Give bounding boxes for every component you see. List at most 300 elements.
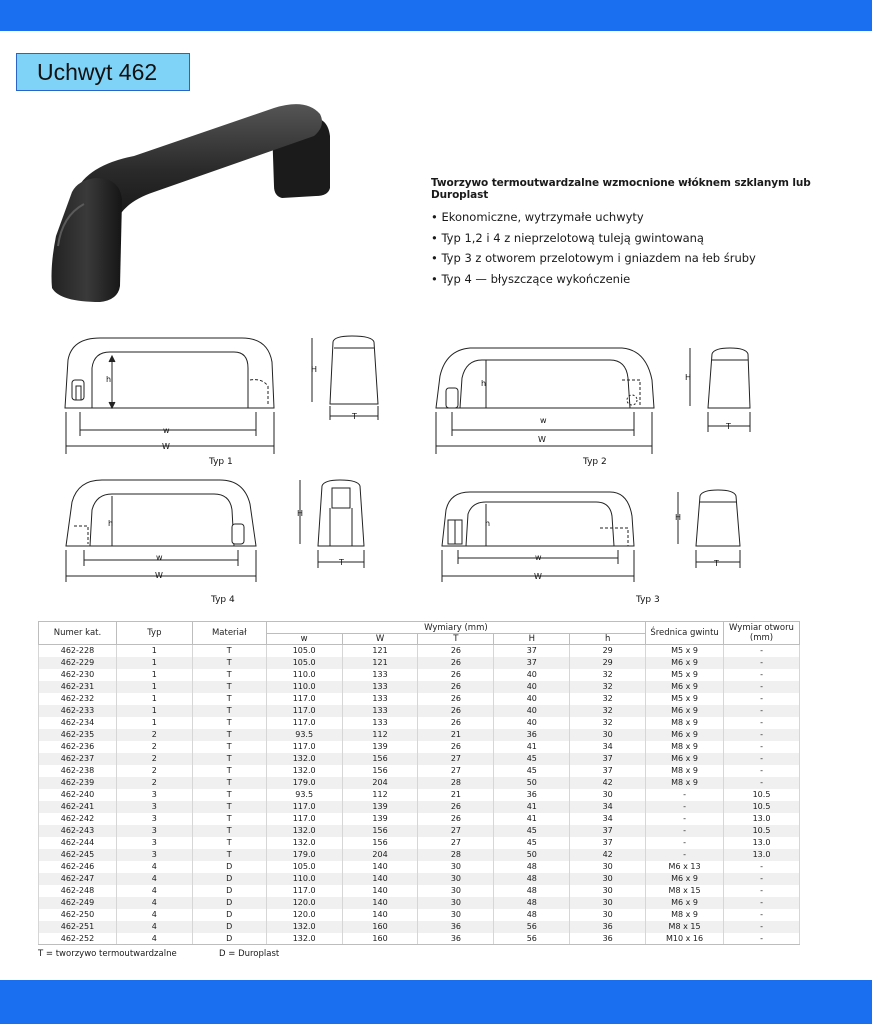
table-cell: 36: [570, 921, 646, 933]
table-cell: 139: [342, 813, 418, 825]
table-cell: 139: [342, 801, 418, 813]
legend-d: D = Duroplast: [219, 949, 280, 959]
table-cell: T: [192, 753, 266, 765]
table-cell: 117.0: [266, 813, 342, 825]
table-cell: 45: [494, 765, 570, 777]
feature-item: • Typ 3 z otworem przelotowym i gniazdem na łeb śruby: [431, 248, 861, 269]
table-cell: -: [646, 825, 724, 837]
table-cell: 133: [342, 705, 418, 717]
dim-label: h: [108, 519, 114, 528]
table-cell: M6 x 9: [646, 657, 724, 669]
caption-typ3: Typ 3: [636, 595, 660, 605]
table-cell: 117.0: [266, 885, 342, 897]
handle-photo: [44, 96, 344, 306]
table-cell: 10.5: [724, 789, 800, 801]
dim-label: H: [685, 373, 692, 382]
table-cell: T: [192, 645, 266, 657]
table-cell: -: [724, 681, 800, 693]
table-cell: 36: [418, 933, 494, 945]
table-cell: D: [192, 873, 266, 885]
dim-label: W: [155, 571, 163, 580]
table-cell: 462-246: [39, 861, 117, 873]
table-cell: 462-228: [39, 645, 117, 657]
table-cell: 3: [116, 825, 192, 837]
table-cell: 37: [570, 765, 646, 777]
table-cell: 462-236: [39, 741, 117, 753]
table-cell: 4: [116, 909, 192, 921]
table-cell: T: [192, 765, 266, 777]
table-cell: 105.0: [266, 645, 342, 657]
table-cell: 1: [116, 669, 192, 681]
table-cell: 160: [342, 933, 418, 945]
table-cell: 140: [342, 861, 418, 873]
table-cell: 30: [418, 909, 494, 921]
legend-t: T = tworzywo termoutwardzalne: [38, 949, 177, 959]
table-cell: 3: [116, 801, 192, 813]
table-cell: 140: [342, 873, 418, 885]
table-cell: -: [724, 765, 800, 777]
table-cell: 462-249: [39, 897, 117, 909]
col-header-wymiary: Wymiary (mm): [266, 622, 645, 634]
table-cell: 112: [342, 729, 418, 741]
table-cell: -: [724, 729, 800, 741]
feature-lead: Tworzywo termoutwardzalne wzmocnione włóknem szklanym lub Duroplast: [431, 177, 811, 201]
top-color-band: [0, 0, 872, 31]
table-cell: M5 x 9: [646, 669, 724, 681]
table-cell: 112: [342, 789, 418, 801]
table-cell: 117.0: [266, 705, 342, 717]
table-cell: 27: [418, 837, 494, 849]
table-cell: 4: [116, 933, 192, 945]
table-row: [39, 705, 800, 717]
table-cell: 26: [418, 741, 494, 753]
caption-typ4: Typ 4: [211, 595, 235, 605]
table-cell: 2: [116, 741, 192, 753]
table-cell: -: [724, 933, 800, 945]
table-cell: 462-243: [39, 825, 117, 837]
caption-typ1: Typ 1: [209, 457, 233, 467]
dim-label: w: [163, 426, 170, 435]
typ1-side-drawing: [312, 336, 378, 420]
table-cell: 45: [494, 825, 570, 837]
table-cell: 1: [116, 657, 192, 669]
table-cell: 121: [342, 645, 418, 657]
table-cell: M8 x 15: [646, 921, 724, 933]
dim-label: h: [106, 375, 112, 384]
table-row: [39, 825, 800, 837]
table-cell: 29: [570, 645, 646, 657]
product-table: [38, 621, 800, 945]
table-cell: -: [646, 801, 724, 813]
table-cell: 133: [342, 669, 418, 681]
col-header-gwint: Średnica gwintu: [646, 622, 724, 645]
table-row: [39, 657, 800, 669]
col-header-material: Materiał: [192, 622, 266, 645]
feature-list: [431, 177, 861, 289]
table-cell: 41: [494, 801, 570, 813]
table-cell: 36: [494, 729, 570, 741]
table-cell: T: [192, 681, 266, 693]
table-row: [39, 777, 800, 789]
table-cell: -: [724, 777, 800, 789]
table-cell: 1: [116, 681, 192, 693]
table-cell: 2: [116, 729, 192, 741]
table-cell: 1: [116, 705, 192, 717]
table-cell: 40: [494, 681, 570, 693]
table-cell: T: [192, 669, 266, 681]
dim-label: W: [534, 572, 542, 581]
table-cell: -: [646, 813, 724, 825]
table-cell: 37: [494, 645, 570, 657]
dim-label: T: [339, 558, 344, 567]
table-cell: 462-251: [39, 921, 117, 933]
table-cell: 105.0: [266, 861, 342, 873]
table-cell: M6 x 13: [646, 861, 724, 873]
table-cell: 26: [418, 717, 494, 729]
table-cell: 26: [418, 669, 494, 681]
table-cell: 3: [116, 813, 192, 825]
col-header-typ: Typ: [116, 622, 192, 645]
table-cell: 1: [116, 717, 192, 729]
table-cell: 132.0: [266, 753, 342, 765]
table-cell: 30: [570, 909, 646, 921]
table-cell: 28: [418, 777, 494, 789]
table-cell: 462-229: [39, 657, 117, 669]
table-cell: 40: [494, 669, 570, 681]
table-cell: D: [192, 921, 266, 933]
table-cell: M10 x 16: [646, 933, 724, 945]
table-cell: 30: [570, 873, 646, 885]
table-cell: 462-239: [39, 777, 117, 789]
table-cell: 133: [342, 681, 418, 693]
table-cell: 30: [570, 789, 646, 801]
table-cell: 40: [494, 717, 570, 729]
table-cell: T: [192, 789, 266, 801]
table-row: [39, 873, 800, 885]
typ1-front-drawing: [65, 338, 274, 454]
table-cell: T: [192, 657, 266, 669]
table-cell: 21: [418, 729, 494, 741]
table-cell: 132.0: [266, 837, 342, 849]
table-cell: -: [724, 669, 800, 681]
dim-label: T: [726, 422, 731, 431]
table-cell: 110.0: [266, 669, 342, 681]
bottom-color-band: [0, 980, 872, 1024]
table-cell: 50: [494, 849, 570, 861]
table-row: [39, 849, 800, 861]
table-cell: 462-232: [39, 693, 117, 705]
table-cell: 10.5: [724, 825, 800, 837]
col-header-otwor: Wymiar otworu (mm): [724, 622, 800, 645]
table-cell: 462-233: [39, 705, 117, 717]
dim-label: H: [297, 509, 304, 518]
table-cell: 462-237: [39, 753, 117, 765]
table-cell: T: [192, 849, 266, 861]
table-cell: 13.0: [724, 849, 800, 861]
table-cell: 10.5: [724, 801, 800, 813]
dim-label: T: [352, 412, 357, 421]
table-cell: 133: [342, 693, 418, 705]
table-row: [39, 669, 800, 681]
table-cell: 204: [342, 849, 418, 861]
table-cell: T: [192, 741, 266, 753]
table-cell: 93.5: [266, 729, 342, 741]
dim-label: w: [535, 553, 542, 562]
table-row: [39, 789, 800, 801]
table-cell: 29: [570, 657, 646, 669]
col-header-T: T: [418, 634, 494, 645]
table-cell: M8 x 9: [646, 717, 724, 729]
table-cell: 160: [342, 921, 418, 933]
table-cell: 1: [116, 645, 192, 657]
table-row: [39, 837, 800, 849]
feature-item: • Typ 4 — błyszczące wykończenie: [431, 269, 861, 290]
table-cell: 45: [494, 837, 570, 849]
table-cell: 28: [418, 849, 494, 861]
table-cell: 40: [494, 693, 570, 705]
table-cell: 37: [570, 837, 646, 849]
table-cell: 4: [116, 921, 192, 933]
table-cell: 156: [342, 825, 418, 837]
table-row: [39, 897, 800, 909]
technical-drawings: [0, 320, 872, 620]
table-cell: 462-234: [39, 717, 117, 729]
table-cell: -: [646, 789, 724, 801]
table-cell: D: [192, 897, 266, 909]
table-cell: M8 x 15: [646, 885, 724, 897]
table-cell: 41: [494, 741, 570, 753]
table-row: [39, 693, 800, 705]
typ4-front-drawing: [66, 480, 256, 582]
dim-label: w: [156, 553, 163, 562]
table-cell: 2: [116, 753, 192, 765]
table-row: [39, 717, 800, 729]
table-row: [39, 909, 800, 921]
table-cell: 26: [418, 801, 494, 813]
table-cell: 120.0: [266, 909, 342, 921]
table-cell: 30: [418, 873, 494, 885]
table-cell: 27: [418, 753, 494, 765]
table-cell: 30: [418, 861, 494, 873]
table-cell: 462-240: [39, 789, 117, 801]
table-cell: -: [724, 861, 800, 873]
table-cell: 4: [116, 873, 192, 885]
table-cell: 34: [570, 741, 646, 753]
col-header-W: W: [342, 634, 418, 645]
table-cell: 30: [418, 885, 494, 897]
table-cell: 32: [570, 705, 646, 717]
table-cell: M6 x 9: [646, 681, 724, 693]
table-cell: 156: [342, 837, 418, 849]
table-cell: 140: [342, 885, 418, 897]
table-row: [39, 645, 800, 657]
table-row: [39, 813, 800, 825]
table-cell: 139: [342, 741, 418, 753]
dim-label: h: [481, 379, 487, 388]
table-cell: -: [724, 897, 800, 909]
table-cell: 26: [418, 645, 494, 657]
table-cell: 462-242: [39, 813, 117, 825]
table-cell: -: [724, 645, 800, 657]
page-title: [16, 53, 190, 91]
table-cell: 117.0: [266, 693, 342, 705]
table-cell: 132.0: [266, 825, 342, 837]
dim-label: W: [162, 442, 170, 451]
page-title-text: Uchwyt 462: [37, 58, 158, 85]
feature-item: • Typ 1,2 i 4 z nieprzelotową tuleją gwintowaną: [431, 228, 861, 249]
table-cell: 120.0: [266, 897, 342, 909]
table-cell: 30: [570, 897, 646, 909]
table-cell: 93.5: [266, 789, 342, 801]
table-cell: M8 x 9: [646, 741, 724, 753]
table-cell: 3: [116, 849, 192, 861]
table-cell: 30: [418, 897, 494, 909]
table-cell: 37: [494, 657, 570, 669]
table-cell: D: [192, 861, 266, 873]
table-cell: 13.0: [724, 813, 800, 825]
table-cell: 32: [570, 717, 646, 729]
table-cell: 2: [116, 777, 192, 789]
table-cell: 26: [418, 705, 494, 717]
table-cell: 30: [570, 729, 646, 741]
col-header-h: h: [570, 634, 646, 645]
table-cell: 26: [418, 681, 494, 693]
table-body: [39, 645, 800, 945]
table-cell: 462-231: [39, 681, 117, 693]
table-cell: 4: [116, 897, 192, 909]
table-cell: D: [192, 933, 266, 945]
table-cell: -: [724, 921, 800, 933]
table-cell: 36: [418, 921, 494, 933]
table-cell: 26: [418, 693, 494, 705]
table-cell: 156: [342, 765, 418, 777]
table-cell: 462-241: [39, 801, 117, 813]
table-cell: 110.0: [266, 873, 342, 885]
dim-label: h: [485, 519, 491, 528]
table-cell: 41: [494, 813, 570, 825]
table-row: [39, 765, 800, 777]
table-cell: 34: [570, 813, 646, 825]
feature-item: • Ekonomiczne, wytrzymałe uchwyty: [431, 207, 861, 228]
table-cell: 34: [570, 801, 646, 813]
table-cell: 132.0: [266, 921, 342, 933]
table-row: [39, 885, 800, 897]
dim-label: H: [311, 365, 318, 374]
table-cell: 56: [494, 933, 570, 945]
table-cell: -: [724, 885, 800, 897]
table-cell: T: [192, 717, 266, 729]
caption-typ2: Typ 2: [583, 457, 607, 467]
table-cell: 462-248: [39, 885, 117, 897]
table-cell: 132.0: [266, 933, 342, 945]
table-cell: -: [724, 693, 800, 705]
table-cell: 204: [342, 777, 418, 789]
table-cell: 26: [418, 813, 494, 825]
table-cell: 117.0: [266, 801, 342, 813]
table-cell: 30: [570, 861, 646, 873]
table-cell: 21: [418, 789, 494, 801]
table-cell: 462-247: [39, 873, 117, 885]
dim-label: w: [540, 416, 547, 425]
table-cell: M8 x 9: [646, 777, 724, 789]
table-cell: M6 x 9: [646, 873, 724, 885]
table-cell: 42: [570, 849, 646, 861]
table-cell: 13.0: [724, 837, 800, 849]
table-cell: -: [724, 705, 800, 717]
table-cell: D: [192, 909, 266, 921]
table-cell: M5 x 9: [646, 693, 724, 705]
table-cell: 462-235: [39, 729, 117, 741]
table-row: [39, 933, 800, 945]
table-cell: M6 x 9: [646, 897, 724, 909]
table-cell: 179.0: [266, 849, 342, 861]
table-cell: -: [724, 753, 800, 765]
table-cell: 36: [494, 789, 570, 801]
table-cell: M5 x 9: [646, 645, 724, 657]
table-cell: 30: [570, 885, 646, 897]
table-cell: T: [192, 777, 266, 789]
table-cell: 179.0: [266, 777, 342, 789]
dim-label: H: [675, 513, 682, 522]
table-cell: 42: [570, 777, 646, 789]
table-row: [39, 753, 800, 765]
table-cell: 132.0: [266, 765, 342, 777]
table-cell: 462-252: [39, 933, 117, 945]
table-cell: T: [192, 837, 266, 849]
table-row: [39, 921, 800, 933]
table-cell: -: [724, 873, 800, 885]
table-cell: 3: [116, 789, 192, 801]
table-cell: M6 x 9: [646, 705, 724, 717]
table-cell: 3: [116, 837, 192, 849]
typ3-front-drawing: [442, 492, 634, 582]
table-cell: T: [192, 729, 266, 741]
table-cell: D: [192, 885, 266, 897]
table-cell: 48: [494, 909, 570, 921]
table-cell: 462-238: [39, 765, 117, 777]
table-cell: 37: [570, 825, 646, 837]
table-cell: T: [192, 801, 266, 813]
table-cell: M6 x 9: [646, 729, 724, 741]
table-cell: T: [192, 825, 266, 837]
table-cell: 105.0: [266, 657, 342, 669]
col-header-num: Numer kat.: [39, 622, 117, 645]
typ4-side-drawing: [300, 480, 364, 568]
table-cell: M6 x 9: [646, 753, 724, 765]
table-cell: 50: [494, 777, 570, 789]
table-cell: -: [724, 717, 800, 729]
typ3-side-drawing: [678, 490, 740, 568]
table-cell: 32: [570, 681, 646, 693]
table-cell: 26: [418, 657, 494, 669]
table-cell: 1: [116, 693, 192, 705]
table-cell: 40: [494, 705, 570, 717]
table-cell: 117.0: [266, 741, 342, 753]
table-cell: 121: [342, 657, 418, 669]
table-cell: T: [192, 693, 266, 705]
table-cell: 48: [494, 861, 570, 873]
table-cell: 133: [342, 717, 418, 729]
table-row: [39, 729, 800, 741]
table-cell: 27: [418, 825, 494, 837]
table-cell: 36: [570, 933, 646, 945]
table-cell: 32: [570, 669, 646, 681]
col-header-w: w: [266, 634, 342, 645]
table-cell: 48: [494, 885, 570, 897]
table-cell: T: [192, 813, 266, 825]
table-cell: 4: [116, 885, 192, 897]
table-cell: 462-245: [39, 849, 117, 861]
